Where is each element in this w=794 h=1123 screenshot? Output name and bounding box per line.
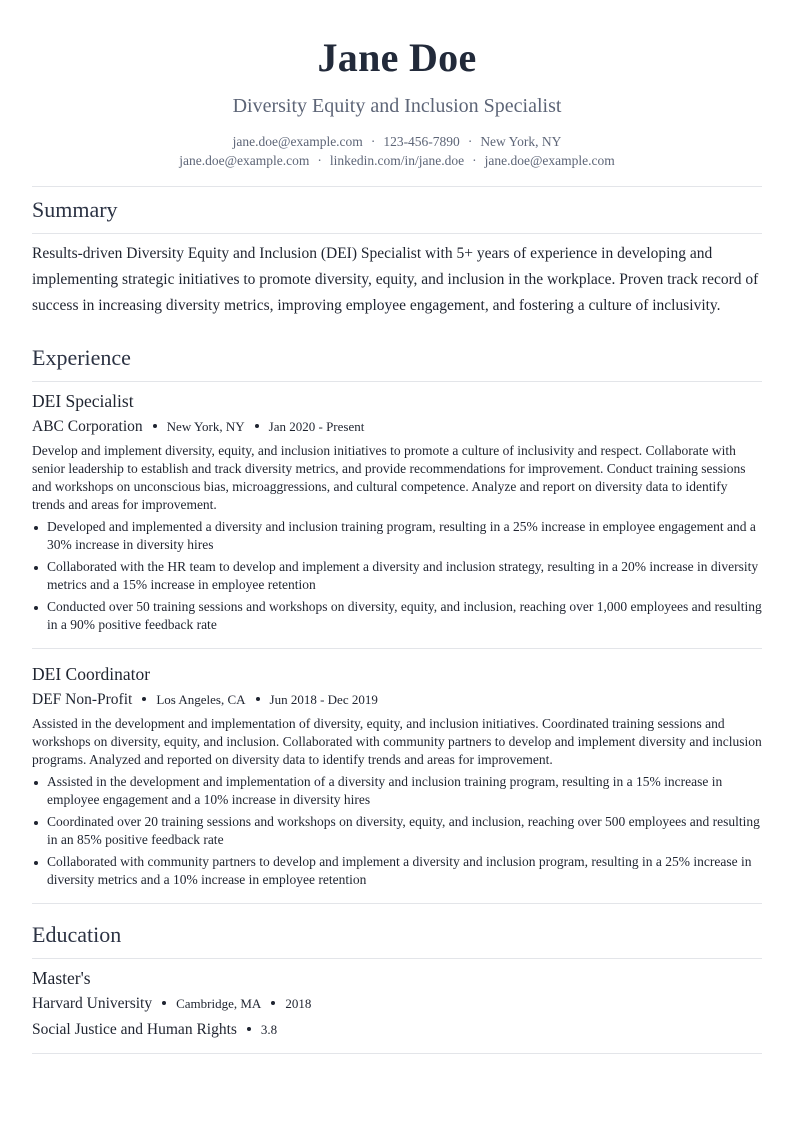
job-meta xyxy=(32,689,762,711)
job-entry xyxy=(32,663,762,903)
job-description: Assisted in the development and implementation of diversity, equity, and inclusion initiatives. Coordinated training sessions and workshops on diversity, equity, and inclusion. Collaborated with community partners to develop and implement diversity and inclusion programs. Analyzed and reported on diversity data to identify trends and areas for improvement. xyxy=(32,716,762,767)
bullet-dot-icon xyxy=(142,697,146,701)
job-meta xyxy=(32,416,762,438)
job-company: ABC Corporation xyxy=(32,418,143,435)
list-item: Developed and implemented a diversity and inclusion training program, resulting in a 25% increase in employee engagement and a 30% increase in diversity hires xyxy=(32,518,762,554)
divider xyxy=(32,958,762,959)
education-gpa: 3.8 xyxy=(260,1022,278,1037)
linkedin-link[interactable]: linkedin.com/in/jane.doe xyxy=(329,153,465,168)
contact-line-2 xyxy=(32,151,762,170)
job-entry xyxy=(32,390,762,648)
job-achievements xyxy=(32,773,762,889)
contact-separator: · xyxy=(317,153,322,168)
bullet-dot-icon xyxy=(247,1027,251,1031)
list-item: Assisted in the development and implementation of a diversity and inclusion training program, resulting in a 15% increase in employee engagement and a 10% increase in diversity hires xyxy=(32,773,762,809)
candidate-name: Jane Doe xyxy=(317,35,477,80)
experience-heading: Experience xyxy=(32,345,131,370)
email-link[interactable]: jane.doe@example.com xyxy=(484,153,615,168)
job-description: Develop and implement diversity, equity, and inclusion initiatives to promote a culture of inclusivity and respect. Collaborate with senior leadership to establish and track diversity metrics, and provide recommendations for improvement. Conduct training sessions and workshops on unconscious bias, microaggressions, and cultural competence. Analyze and report on diversity data to identify trends and areas for improvement. xyxy=(32,443,746,512)
list-item: Conducted over 50 training sessions and workshops on diversity, equity, and inclusion, reaching over 1,000 employees and resulting in a 90% positive feedback rate xyxy=(32,598,762,634)
bullet-dot-icon xyxy=(256,697,260,701)
job-dates: Jun 2018 - Dec 2019 xyxy=(269,692,378,707)
job-location: Los Angeles, CA xyxy=(156,692,246,707)
education-school-line xyxy=(32,993,762,1015)
education-degree: Master's xyxy=(32,968,91,988)
contact-separator: · xyxy=(370,134,376,149)
divider xyxy=(32,648,762,649)
phone-number[interactable]: 123-456-7890 xyxy=(383,134,460,149)
summary-text: Results-driven Diversity Equity and Inclusion (DEI) Specialist with 5+ years of experience in developing and implementing strategic initiatives to promote diversity, equity, and inclusion in the workplace. Proven track record of success in increasing diversity metrics, improving employee engagement, and fostering a culture of inclusivity. xyxy=(32,245,759,314)
education-field-line xyxy=(32,1019,762,1041)
job-location: New York, NY xyxy=(166,419,245,434)
education-school: Harvard University xyxy=(32,995,153,1012)
contact-line-1 xyxy=(32,132,762,151)
job-title: DEI Specialist xyxy=(32,391,134,411)
bullet-dot-icon xyxy=(153,424,157,428)
resume-header xyxy=(32,0,762,170)
list-item: Coordinated over 20 training sessions and workshops on diversity, equity, and inclusion, reaching over 500 employees and resulting in an 85% positive feedback rate xyxy=(32,813,762,849)
contact-separator: · xyxy=(472,153,477,168)
job-company: DEF Non-Profit xyxy=(32,691,133,708)
job-dates: Jan 2020 - Present xyxy=(268,419,365,434)
divider xyxy=(32,1053,762,1054)
divider xyxy=(32,903,762,904)
bullet-dot-icon xyxy=(271,1001,275,1005)
list-item: Collaborated with community partners to develop and implement a diversity and inclusion program, resulting in a 25% increase in diversity metrics and a 10% increase in employee retention xyxy=(32,853,762,889)
education-heading: Education xyxy=(32,922,122,947)
list-item: Collaborated with the HR team to develop and implement a diversity and inclusion strategy, resulting in a 20% increase in diversity metrics and a 15% increase in employee retention xyxy=(32,558,762,594)
email-link[interactable]: jane.doe@example.com xyxy=(179,153,310,168)
education-year: 2018 xyxy=(285,996,312,1011)
education-location: Cambridge, MA xyxy=(176,996,262,1011)
education-field: Social Justice and Human Rights xyxy=(32,1021,237,1038)
bullet-dot-icon xyxy=(162,1001,166,1005)
email-link[interactable]: jane.doe@example.com xyxy=(232,134,363,149)
divider xyxy=(32,381,762,382)
summary-heading: Summary xyxy=(32,197,118,222)
bullet-dot-icon xyxy=(255,424,259,428)
location-text: New York, NY xyxy=(480,134,562,149)
candidate-title: Diversity Equity and Inclusion Specialist xyxy=(232,95,562,117)
job-title: DEI Coordinator xyxy=(32,664,151,684)
contact-separator: · xyxy=(467,134,473,149)
job-achievements xyxy=(32,518,762,634)
